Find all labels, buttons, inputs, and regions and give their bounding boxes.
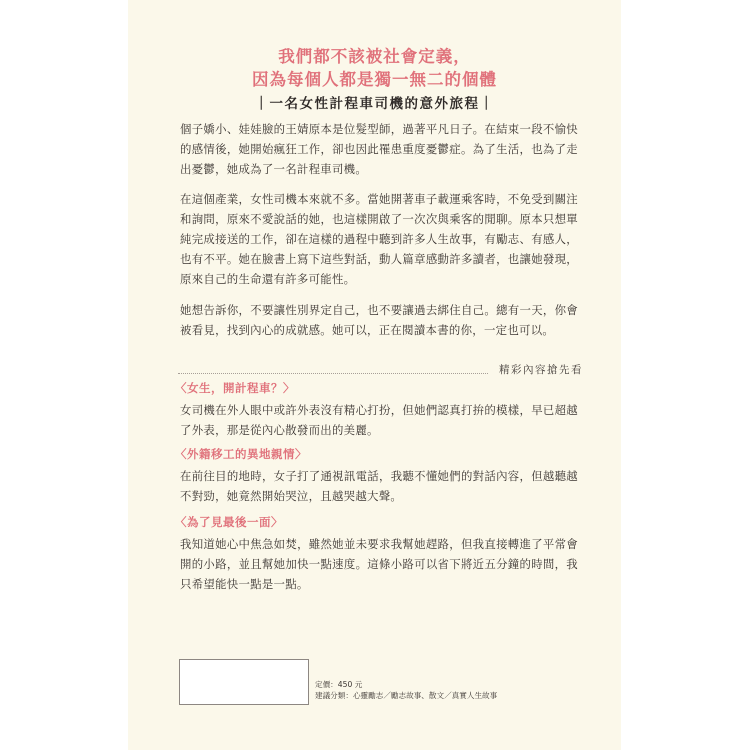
highlight-text-3: 我知道她心中焦急如焚，雖然她並未要求我幫她趕路，但我直接轉進了平常會開的小路，並且幫她加快一點速度。這條小路可以省下將近五分鐘的時間，我只希望能快一點是一點。 [180,537,578,591]
headline-line-1: 我們都不該被社會定義， [278,47,471,66]
highlight-text-2: 在前往目的地時，女子打了通視訊電話，我聽不懂她們的對話內容，但越聽越不對勁，她竟然開始哭泣，且越哭越大聲。 [180,469,578,503]
category-label: 建議分類：心靈勵志／勵志故事、散文／真實人生故事 [315,691,498,700]
price-label: 定價：450 元 [315,680,363,689]
highlight-title-1: 〈女生，開計程車？〉 [175,381,295,395]
intro-paragraph-2: 在這個產業，女性司機本來就不多。當她開著車子載運乘客時，不免受到關注和詢問，原來不愛說話的她，也這樣開啟了一次次與乘客的閒聊。原本只想單純完成接送的工作，卻在這樣的過程中聽到許多人生故事，有勵志、有感人，也有不平。她在臉書上寫下這些對話，動人篇章感動許多讀者，也讓她發現，原來自己的生命還有許多可能性。 [180,192,578,286]
barcode-placeholder [179,659,309,705]
intro-paragraph-3: 她想告訴你，不要讓性別界定自己，也不要讓過去綁住自己。總有一天，你會被看見，找到內心的成就感。她可以，正在閱讀本書的你，一定也可以。 [180,303,578,337]
highlight-title-2: 〈外籍移工的異地親情〉 [175,447,307,461]
headline-line-2: 因為每個人都是獨一無二的個體 [252,70,497,89]
highlight-text-1: 女司機在外人眼中或許外表沒有精心打扮，但她們認真打拚的模樣，早已超越了外表，那是從內心散發而出的美麗。 [180,403,578,437]
highlight-title-3: 〈為了見最後一面〉 [175,515,283,529]
book-back-cover [128,0,621,750]
section-divider [178,373,488,374]
highlights-heading: 精彩內容搶先看 [499,364,583,376]
subtitle: ｜一名女性計程車司機的意外旅程｜ [254,96,495,112]
intro-paragraph-1: 個子嬌小、娃娃臉的王婧原本是位髮型師，過著平凡日子。在結束一段不愉快的感情後，她開始瘋狂工作，卻也因此罹患重度憂鬱症。為了生活，也為了走出憂鬱，她成為了一名計程車司機。 [180,122,578,176]
